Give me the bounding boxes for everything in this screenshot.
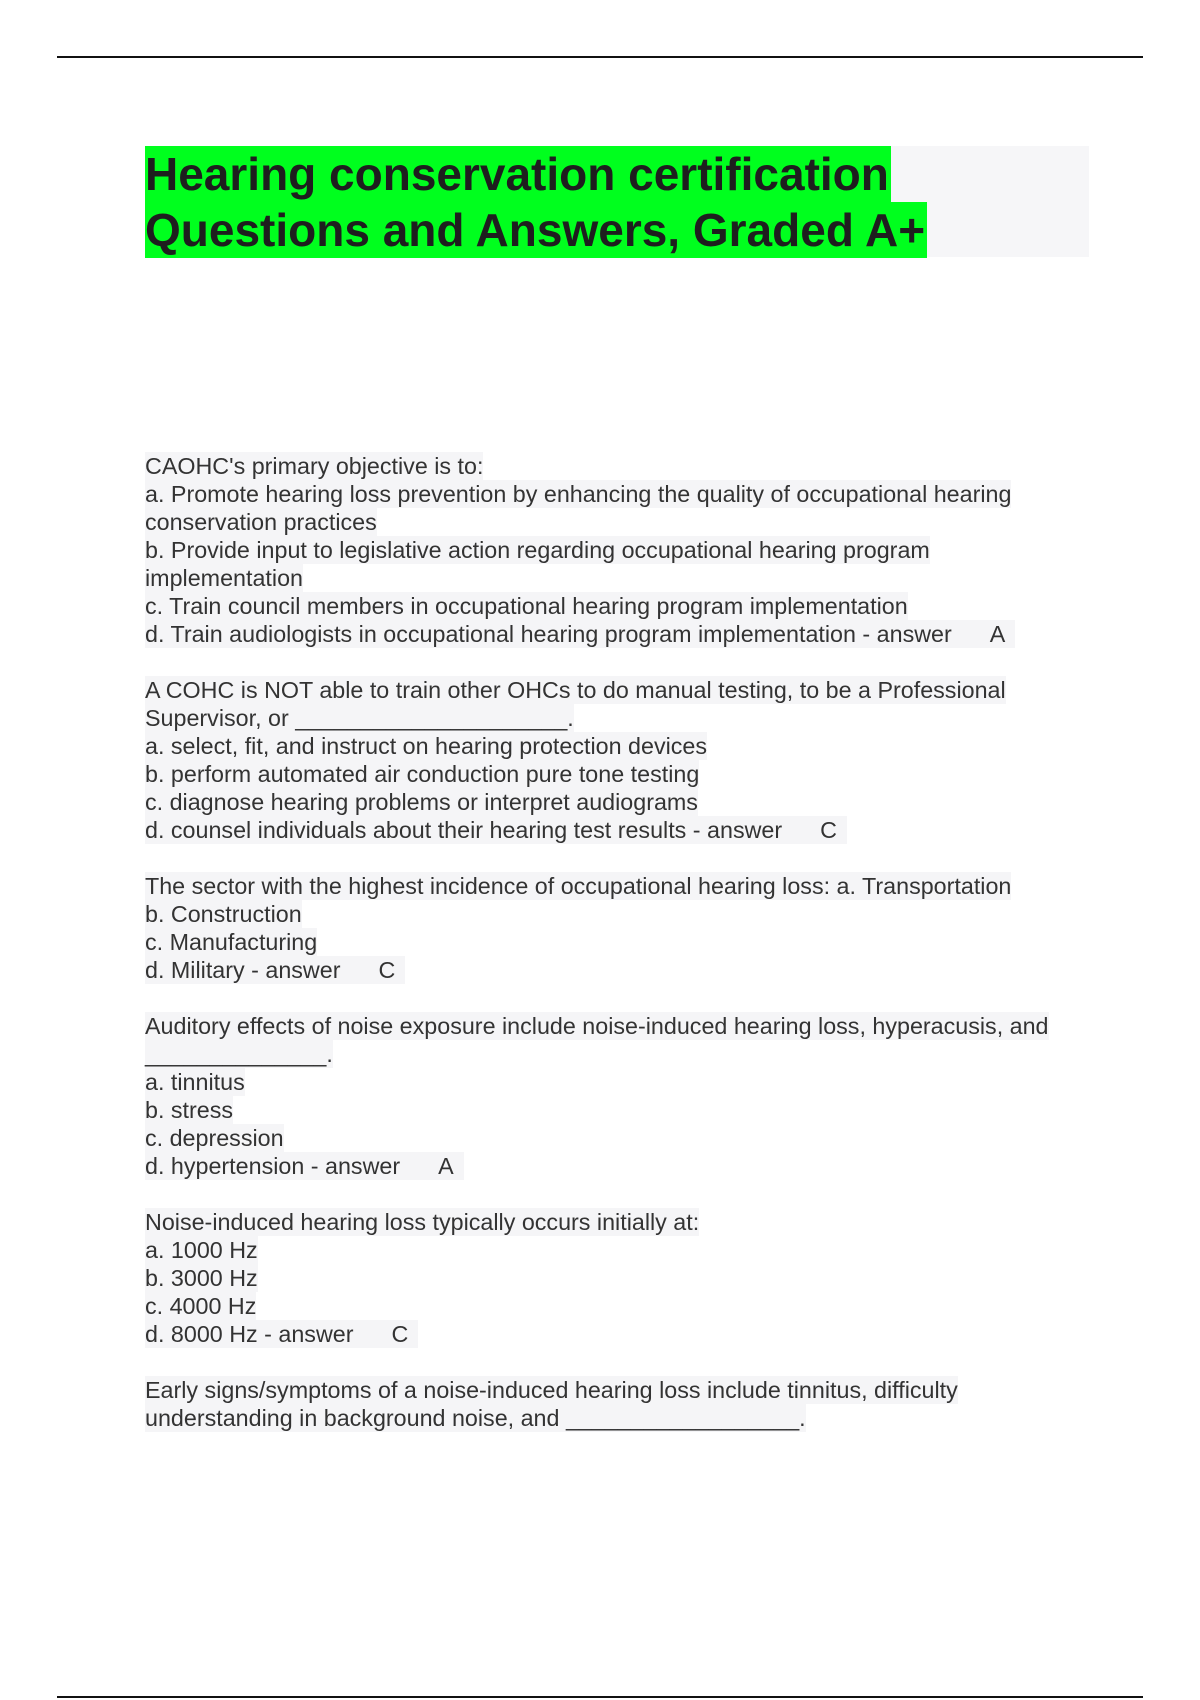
answer-letter: A <box>989 621 1006 647</box>
question-line: Supervisor, or _____________________. <box>145 705 574 731</box>
qa-content <box>145 452 1105 1460</box>
option-text: d. Military - answer <box>145 957 341 983</box>
top-rule <box>57 56 1143 58</box>
question-text: Noise-induced hearing loss typically occurs initially at: <box>145 1209 700 1235</box>
question-line: b. Construction <box>145 901 302 927</box>
question-block <box>145 872 1105 984</box>
question-line: b. 3000 Hz <box>145 1265 258 1291</box>
question-text: The sector with the highest incidence of occupational hearing loss: a. Transportation <box>145 873 1012 899</box>
question-text: CAOHC's primary objective is to: <box>145 453 484 479</box>
question-block <box>145 452 1105 648</box>
answer-line <box>145 816 847 844</box>
question-line: c. Train council members in occupational hearing program implementation <box>145 593 908 619</box>
question-line: b. stress <box>145 1097 234 1123</box>
title-line-1: Hearing conservation certification <box>145 148 889 200</box>
answer-line <box>145 1320 418 1348</box>
bottom-rule <box>57 1696 1143 1698</box>
question-block <box>145 1012 1105 1180</box>
option-text: d. Train audiologists in occupational hearing program implementation - answer <box>145 621 952 647</box>
question-line: c. 4000 Hz <box>145 1293 257 1319</box>
document-title <box>145 146 927 258</box>
question-line: a. 1000 Hz <box>145 1237 258 1263</box>
question-block <box>145 1376 1105 1432</box>
answer-line <box>145 956 405 984</box>
title-line-2: Questions and Answers, Graded A+ <box>145 204 926 256</box>
question-line: c. depression <box>145 1125 284 1151</box>
question-line: a. select, fit, and instruct on hearing protection devices <box>145 733 708 759</box>
question-line: a. tinnitus <box>145 1069 245 1095</box>
question-line: b. Provide input to legislative action regarding occupational hearing program <box>145 537 930 563</box>
answer-letter: C <box>378 957 396 983</box>
question-text: Auditory effects of noise exposure include noise-induced hearing loss, hyperacusis, and <box>145 1013 1049 1039</box>
option-text: d. hypertension - answer <box>145 1153 401 1179</box>
question-line: a. Promote hearing loss prevention by enhancing the quality of occupational hearing <box>145 481 1012 507</box>
question-text: A COHC is NOT able to train other OHCs to do manual testing, to be a Professional <box>145 677 1006 703</box>
question-block <box>145 676 1105 844</box>
answer-line <box>145 1152 464 1180</box>
question-line: b. perform automated air conduction pure tone testing <box>145 761 700 787</box>
answer-letter: C <box>391 1321 409 1347</box>
question-line: conservation practices <box>145 509 377 535</box>
answer-line <box>145 620 1015 648</box>
question-line: understanding in background noise, and __________________. <box>145 1405 806 1431</box>
answer-letter: C <box>820 817 837 843</box>
question-line: implementation <box>145 565 303 591</box>
answer-letter: A <box>438 1153 454 1179</box>
question-line: ______________. <box>145 1041 333 1067</box>
question-line: c. diagnose hearing problems or interpret audiograms <box>145 789 698 815</box>
option-text: d. counsel individuals about their hearing test results - answer <box>145 817 783 843</box>
question-block <box>145 1208 1105 1348</box>
question-text: Early signs/symptoms of a noise-induced hearing loss include tinnitus, difficulty <box>145 1377 958 1403</box>
question-line: c. Manufacturing <box>145 929 318 955</box>
option-text: d. 8000 Hz - answer <box>145 1321 354 1347</box>
